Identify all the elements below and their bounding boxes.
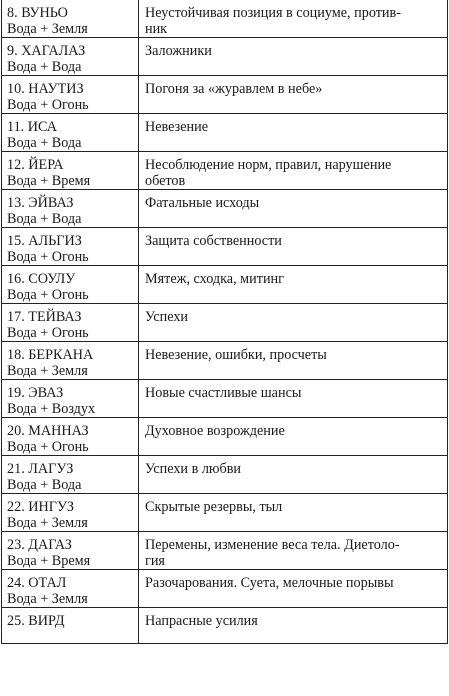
rune-name: 15. АЛЬГИЗ: [7, 233, 82, 249]
meaning-cell: [139, 266, 448, 304]
rune-meaning: Перемены, изменение веса тела. Диетоло- гия: [145, 537, 400, 569]
rune-elements: Вода + Земля: [7, 515, 88, 531]
rune-meaning: Несоблюдение норм, правил, нарушение обетов: [145, 157, 392, 189]
rune-cell: [2, 608, 139, 644]
rune-elements: Вода + Время: [7, 173, 91, 189]
table-row: [2, 304, 448, 342]
meaning-cell: [139, 380, 448, 418]
meaning-cell: [139, 342, 448, 380]
rune-cell: [2, 0, 139, 38]
table-row: [2, 114, 448, 152]
rune-name: 19. ЭВАЗ: [7, 385, 64, 401]
meaning-cell: [139, 190, 448, 228]
rune-elements: Вода + Земля: [7, 591, 88, 607]
table-row: [2, 76, 448, 114]
rune-cell: [2, 342, 139, 380]
table-row: [2, 532, 448, 570]
table-row: [2, 38, 448, 76]
rune-cell: [2, 190, 139, 228]
rune-meaning: Духовное возрождение: [145, 423, 285, 439]
rune-name: 24. ОТАЛ: [7, 575, 67, 591]
rune-elements: Вода + Огонь: [7, 325, 89, 341]
rune-elements: Вода + Вода: [7, 59, 82, 75]
meaning-cell: [139, 0, 448, 38]
rune-cell: [2, 532, 139, 570]
rune-elements: Вода + Огонь: [7, 287, 89, 303]
rune-cell: [2, 38, 139, 76]
rune-name: 12. ЙЕРА: [7, 157, 64, 173]
rune-cell: [2, 494, 139, 532]
rune-meaning: Заложники: [145, 43, 212, 59]
rune-name: 23. ДАГАЗ: [7, 537, 72, 553]
meaning-cell: [139, 570, 448, 608]
rune-meaning: Разочарования. Суета, мелочные порывы: [145, 575, 394, 591]
table-row: [2, 380, 448, 418]
rune-meaning: Фатальные исходы: [145, 195, 260, 211]
rune-meaning: Защита собственности: [145, 233, 282, 249]
table-row: [2, 342, 448, 380]
rune-name: 11. ИСА: [7, 119, 58, 135]
rune-elements: Вода + Огонь: [7, 439, 89, 455]
rune-cell: [2, 418, 139, 456]
rune-meaning: Погоня за «журавлем в небе»: [145, 81, 323, 97]
rune-elements: Вода + Земля: [7, 363, 88, 379]
table-row: [2, 228, 448, 266]
meaning-cell: [139, 114, 448, 152]
rune-meaning: Напрасные усилия: [145, 613, 258, 629]
table-row: [2, 190, 448, 228]
rune-cell: [2, 228, 139, 266]
rune-name: 18. БЕРКАНА: [7, 347, 94, 363]
table-row: [2, 570, 448, 608]
rune-name: 9. ХАГАЛАЗ: [7, 43, 86, 59]
rune-name: 25. ВИРД: [7, 613, 65, 629]
rune-elements: Вода + Земля: [7, 21, 88, 37]
meaning-cell: [139, 532, 448, 570]
rune-meaning: Мятеж, сходка, митинг: [145, 271, 284, 287]
rune-meaning: Невезение: [145, 119, 209, 135]
rune-name: 16. СОУЛУ: [7, 271, 76, 287]
rune-name: 10. НАУТИЗ: [7, 81, 84, 97]
rune-name: 13. ЭЙВАЗ: [7, 195, 74, 211]
table-row: [2, 266, 448, 304]
rune-table-container: [1, 0, 448, 644]
rune-elements: Вода + Огонь: [7, 97, 89, 113]
rune-elements: Вода + Вода: [7, 477, 82, 493]
rune-name: 21. ЛАГУЗ: [7, 461, 74, 477]
rune-elements: Вода + Время: [7, 553, 91, 569]
rune-meanings-table: [1, 0, 448, 644]
table-row: [2, 494, 448, 532]
meaning-cell: [139, 304, 448, 342]
rune-meaning: Успехи в любви: [145, 461, 242, 477]
meaning-cell: [139, 418, 448, 456]
rune-meaning: Новые счастливые шансы: [145, 385, 302, 401]
rune-meaning: Неустойчивая позиция в социуме, против- ник: [145, 5, 401, 37]
meaning-cell: [139, 456, 448, 494]
rune-elements: Вода + Вода: [7, 211, 82, 227]
table-row: [2, 0, 448, 38]
rune-elements: Вода + Вода: [7, 135, 82, 151]
table-row: [2, 608, 448, 644]
rune-cell: [2, 304, 139, 342]
rune-meaning: Успехи: [145, 309, 189, 325]
rune-cell: [2, 152, 139, 190]
rune-cell: [2, 114, 139, 152]
rune-meaning: Невезение, ошибки, просчеты: [145, 347, 327, 363]
meaning-cell: [139, 38, 448, 76]
rune-name: 20. МАННАЗ: [7, 423, 89, 439]
table-row: [2, 418, 448, 456]
rune-cell: [2, 570, 139, 608]
meaning-cell: [139, 608, 448, 644]
rune-name: 22. ИНГУЗ: [7, 499, 74, 515]
rune-name: 8. ВУНЬО: [7, 5, 68, 21]
rune-elements: Вода + Воздух: [7, 401, 96, 417]
rune-cell: [2, 266, 139, 304]
meaning-cell: [139, 228, 448, 266]
rune-cell: [2, 456, 139, 494]
meaning-cell: [139, 152, 448, 190]
rune-cell: [2, 76, 139, 114]
table-row: [2, 152, 448, 190]
meaning-cell: [139, 494, 448, 532]
rune-elements: Вода + Огонь: [7, 249, 89, 265]
table-row: [2, 456, 448, 494]
rune-table-body: [2, 0, 448, 643]
meaning-cell: [139, 76, 448, 114]
rune-name: 17. ТЕЙВАЗ: [7, 309, 82, 325]
rune-meaning: Скрытые резервы, тыл: [145, 499, 283, 515]
rune-cell: [2, 380, 139, 418]
